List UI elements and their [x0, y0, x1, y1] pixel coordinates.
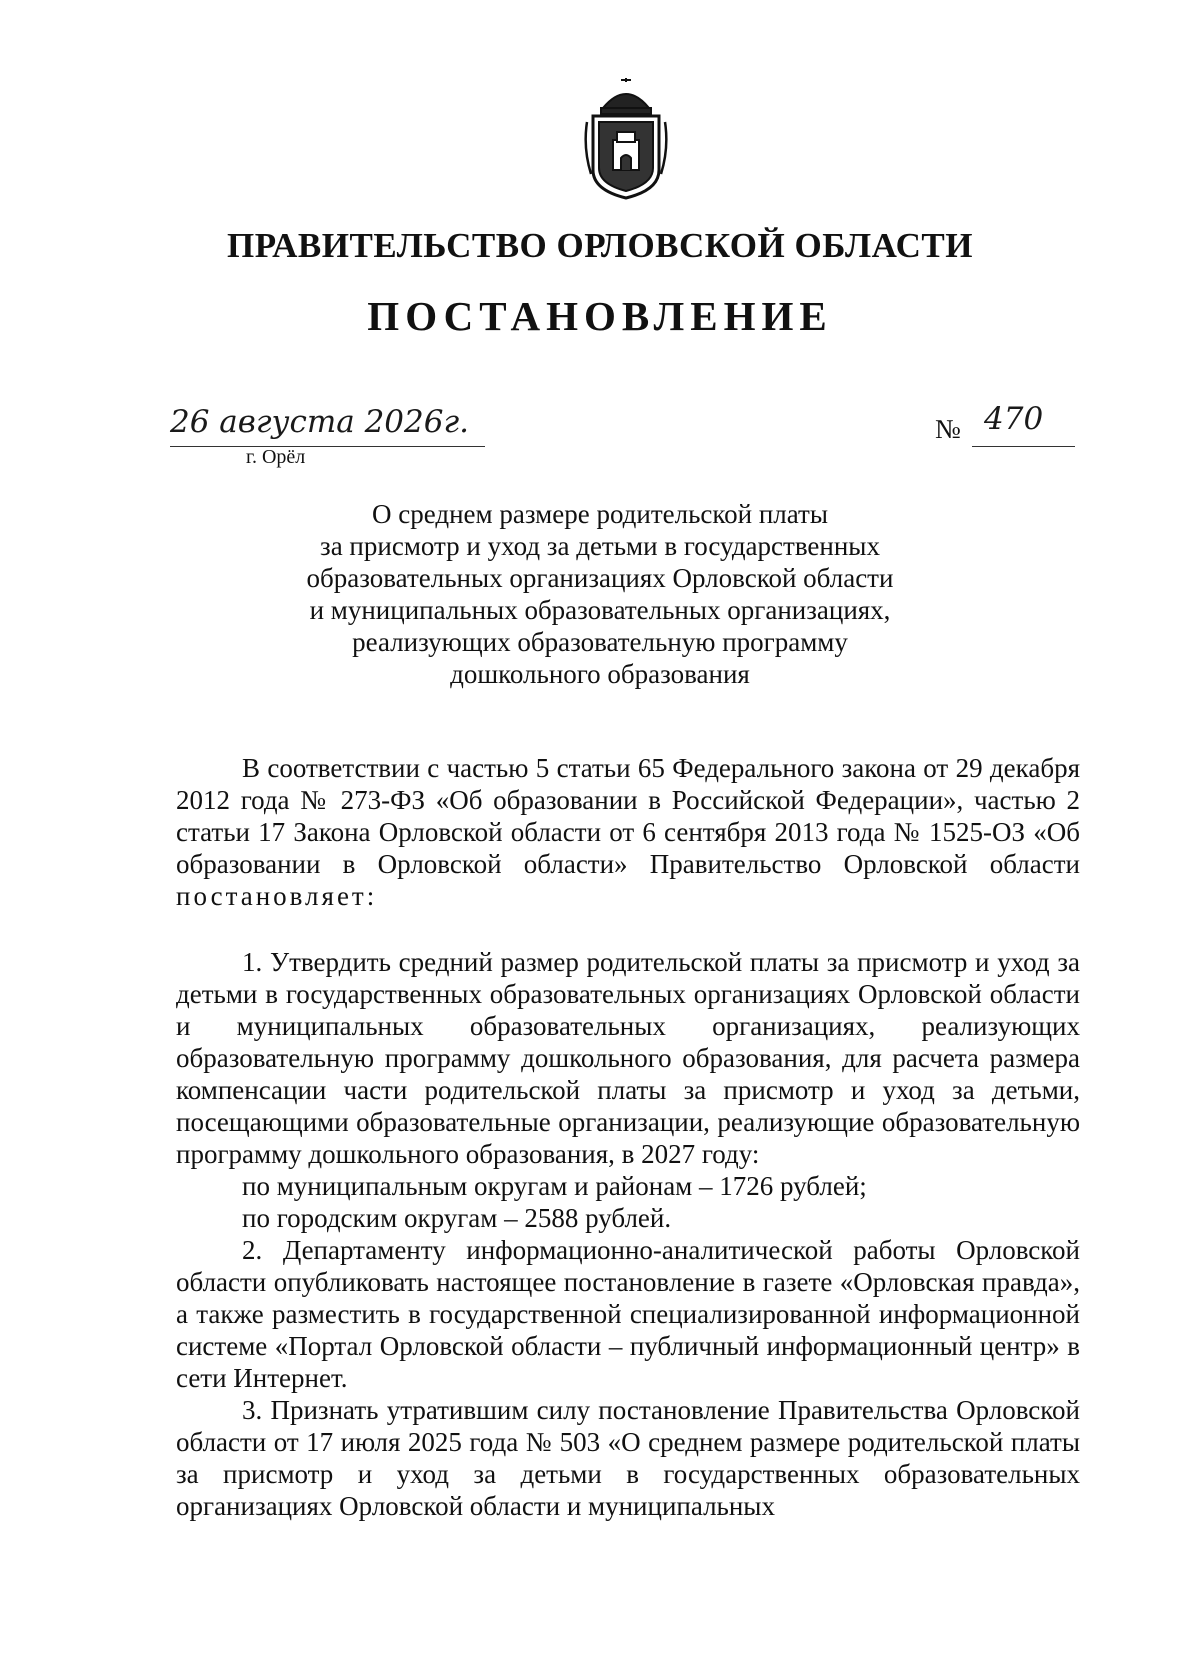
preamble-paragraph — [176, 752, 1080, 912]
preamble-text: В соответствии с частью 5 статьи 65 Федерального закона от 29 декабря 2012 года № 273-ФЗ «Об образовании в Российской Федерации», частью 2 статьи 17 Закона Орловской области от 6 сентября 2013 года № 1525-ОЗ «Об образовании в Орловской области» Правительство Орловской области — [176, 753, 1080, 879]
subject-line: образовательных организациях Орловской области — [306, 563, 894, 593]
item-1-municipal: по муниципальным округам и районам – 1726 рублей; — [242, 1171, 867, 1201]
document-city: г. Орёл — [246, 446, 306, 468]
number-underline — [972, 446, 1075, 447]
date-underline — [170, 446, 485, 447]
number-label: № — [935, 414, 961, 444]
subject-line: О среднем размере родительской платы — [372, 499, 828, 529]
item-3: 3. Признать утратившим силу постановление Правительства Орловской области от 17 июля 2025 года № 503 «О среднем размере родительской платы за присмотр и уход за детьми в государственных образовательных организациях Орловской области и муниципальных — [176, 1395, 1080, 1521]
subject-line: и муниципальных образовательных организациях, — [309, 595, 891, 625]
item-2: 2. Департаменту информационно-аналитической работы Орловской области опубликовать настоящее постановление в газете «Орловская правда», а также разместить в государственной специализированной информационной системе «Портал Орловской области – публичный информационный центр» в сети Интернет. — [176, 1235, 1080, 1393]
item-1: 1. Утвердить средний размер родительской платы за присмотр и уход за детьми в государственных образовательных организациях Орловской области и муниципальных образовательных организациях, реализующих образовательную программу дошкольного образования, для расчета размера компенсации части родительской платы за присмотр и уход за детьми, посещающими образовательные организации, реализующие образовательную программу дошкольного образования, в 2027 году: — [176, 947, 1080, 1169]
resolves-word: постановляет: — [176, 881, 378, 911]
subject-line: дошкольного образования — [450, 659, 750, 689]
orel-region-coat-of-arms-icon — [583, 78, 669, 200]
document-date: 26 августа 2026г. — [170, 404, 469, 440]
document-body — [176, 752, 1080, 1522]
document-type: ПОСТАНОВЛЕНИЕ — [367, 293, 833, 339]
item-1-urban: по городским округам – 2588 рублей. — [242, 1203, 672, 1233]
document-subject — [300, 498, 900, 690]
subject-line: за присмотр и уход за детьми в государственных — [320, 531, 880, 561]
government-name: ПРАВИТЕЛЬСТВО ОРЛОВСКОЙ ОБЛАСТИ — [227, 226, 973, 265]
subject-line: реализующих образовательную программу — [352, 627, 848, 657]
document-number: 470 — [984, 401, 1044, 437]
